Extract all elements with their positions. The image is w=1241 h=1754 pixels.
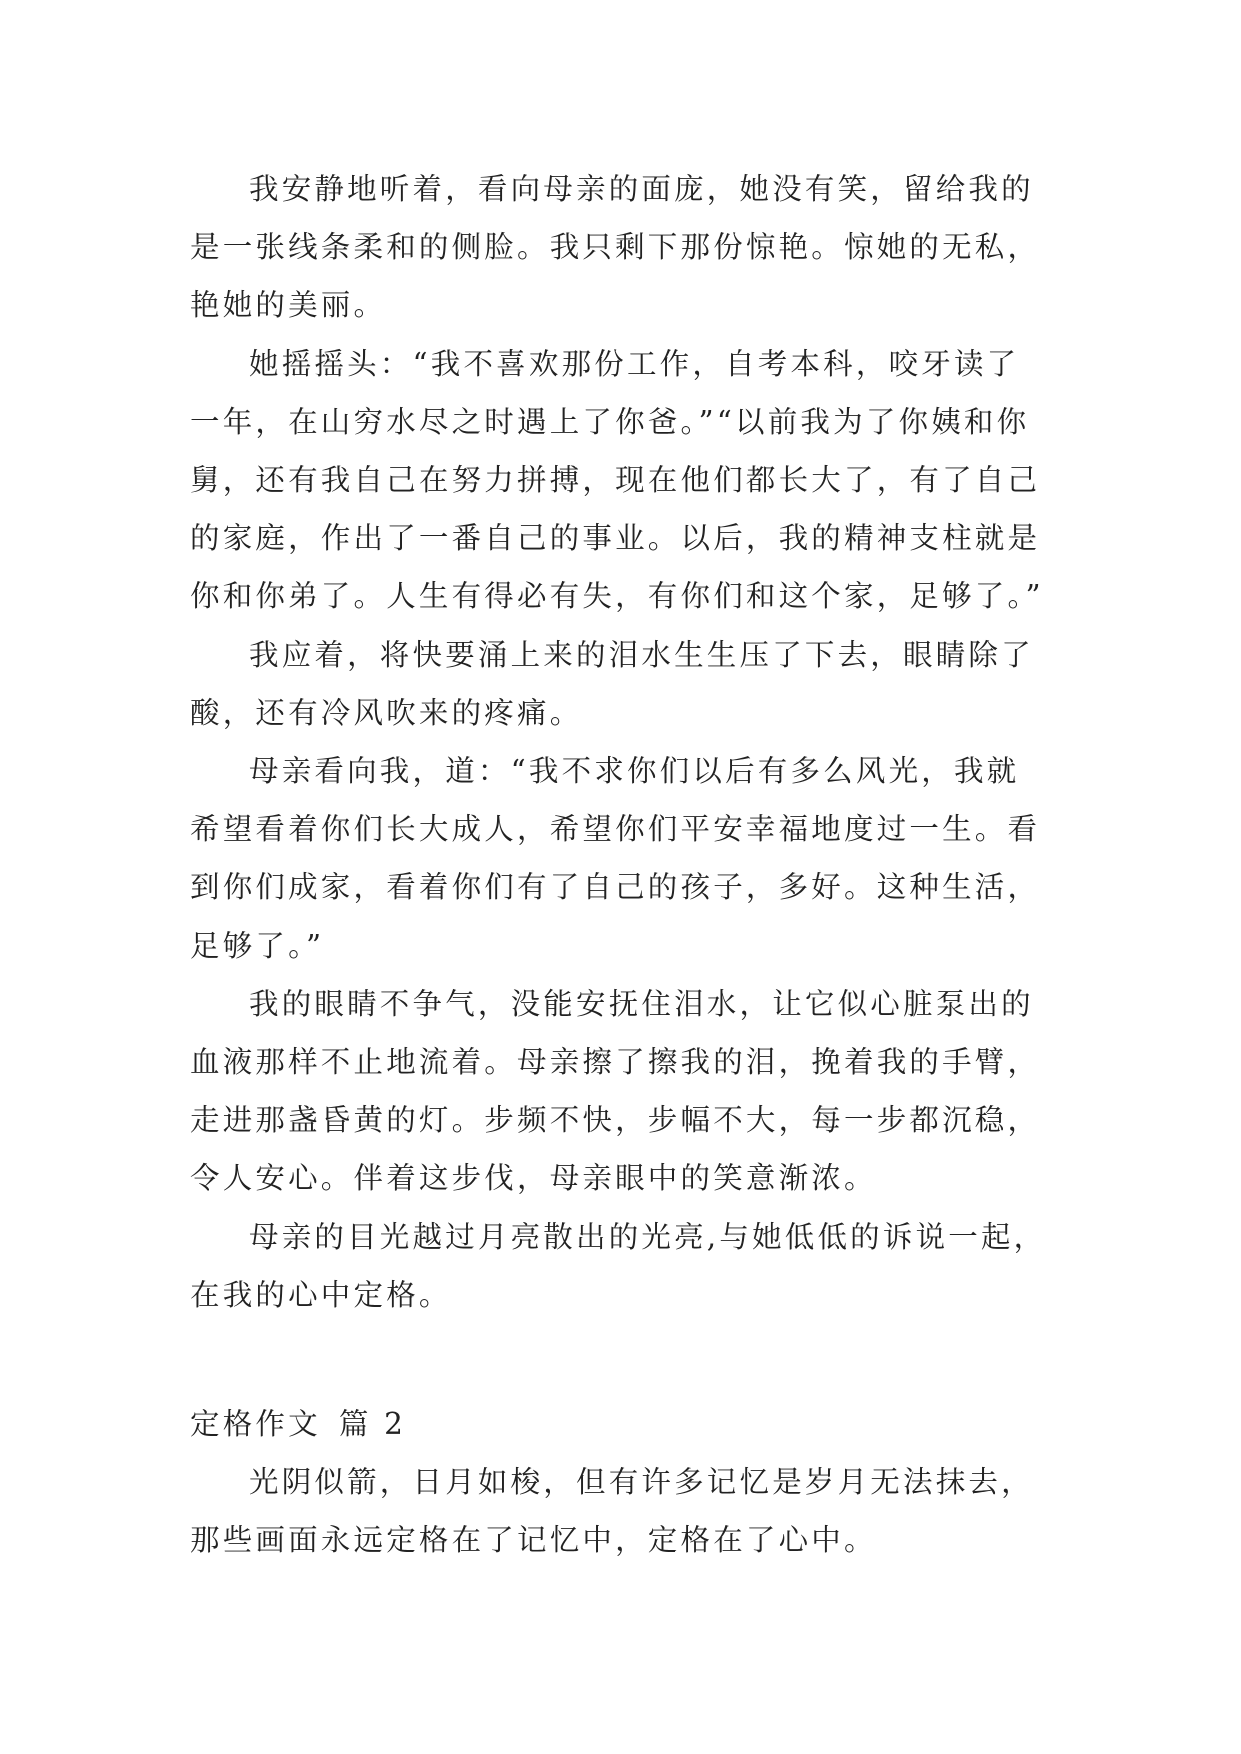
text-line: 艳她的美丽。 xyxy=(190,288,387,323)
paragraph xyxy=(190,1208,1060,1324)
text-line: 一年，在山穷水尽之时遇上了你爸。”“以前我为了你姨和你 xyxy=(190,404,1030,439)
section-heading-number: 篇 2 xyxy=(338,1407,407,1442)
text-line: 我的眼睛不争气，没能安抚住泪水，让它似心脏泵出的 xyxy=(249,986,1034,1021)
text-line: 酸，还有冷风吹来的疼痛。 xyxy=(190,695,583,730)
text-line: 血液那样不止地流着。母亲擦了擦我的泪，挽着我的手臂， xyxy=(190,1045,1041,1080)
text-line: 光阴似箭，日月如梭，但有许多记忆是岁月无法抹去， xyxy=(249,1465,1034,1500)
text-line: 是一张线条柔和的侧脸。我只剩下那份惊艳。惊她的无私， xyxy=(190,230,1041,265)
paragraph xyxy=(190,742,1060,975)
paragraph xyxy=(190,626,1060,742)
text-line: 在我的心中定格。 xyxy=(190,1277,452,1312)
text-line: 她摇摇头：“我不喜欢那份工作，自考本科，咬牙读了 xyxy=(249,346,1020,381)
text-line: 希望看着你们长大成人，希望你们平安幸福地度过一生。看 xyxy=(190,812,1041,847)
section-heading-title: 定格作文 xyxy=(190,1407,321,1442)
text-line: 母亲看向我，道：“我不求你们以后有多么风光，我就 xyxy=(249,754,1020,789)
paragraph xyxy=(190,1453,1060,1569)
paragraph xyxy=(190,335,1060,626)
text-line: 你和你弟了。人生有得必有失，有你们和这个家，足够了。” xyxy=(190,579,1044,614)
text-line: 我应着，将快要涌上来的泪水生生压了下去，眼睛除了 xyxy=(249,637,1034,672)
text-line: 舅，还有我自己在努力拼搏，现在他们都长大了，有了自己 xyxy=(190,463,1041,498)
section-heading xyxy=(190,1395,1060,1453)
text-line: 母亲的目光越过月亮散出的光亮,与她低低的诉说一起， xyxy=(249,1219,1047,1254)
document-body xyxy=(190,160,1060,1570)
text-line: 足够了。” xyxy=(190,928,325,963)
paragraph xyxy=(190,975,1060,1208)
paragraph xyxy=(190,160,1060,335)
text-line: 走进那盏昏黄的灯。步频不快，步幅不大，每一步都沉稳， xyxy=(190,1103,1041,1138)
text-line: 到你们成家，看着你们有了自己的孩子，多好。这种生活， xyxy=(190,870,1041,905)
text-line: 我安静地听着，看向母亲的面庞，她没有笑，留给我的 xyxy=(249,172,1034,206)
text-line: 的家庭，作出了一番自己的事业。以后，我的精神支柱就是 xyxy=(190,521,1041,556)
text-line: 令人安心。伴着这步伐，母亲眼中的笑意渐浓。 xyxy=(190,1161,877,1196)
text-line: 那些画面永远定格在了记忆中，定格在了心中。 xyxy=(190,1523,877,1558)
